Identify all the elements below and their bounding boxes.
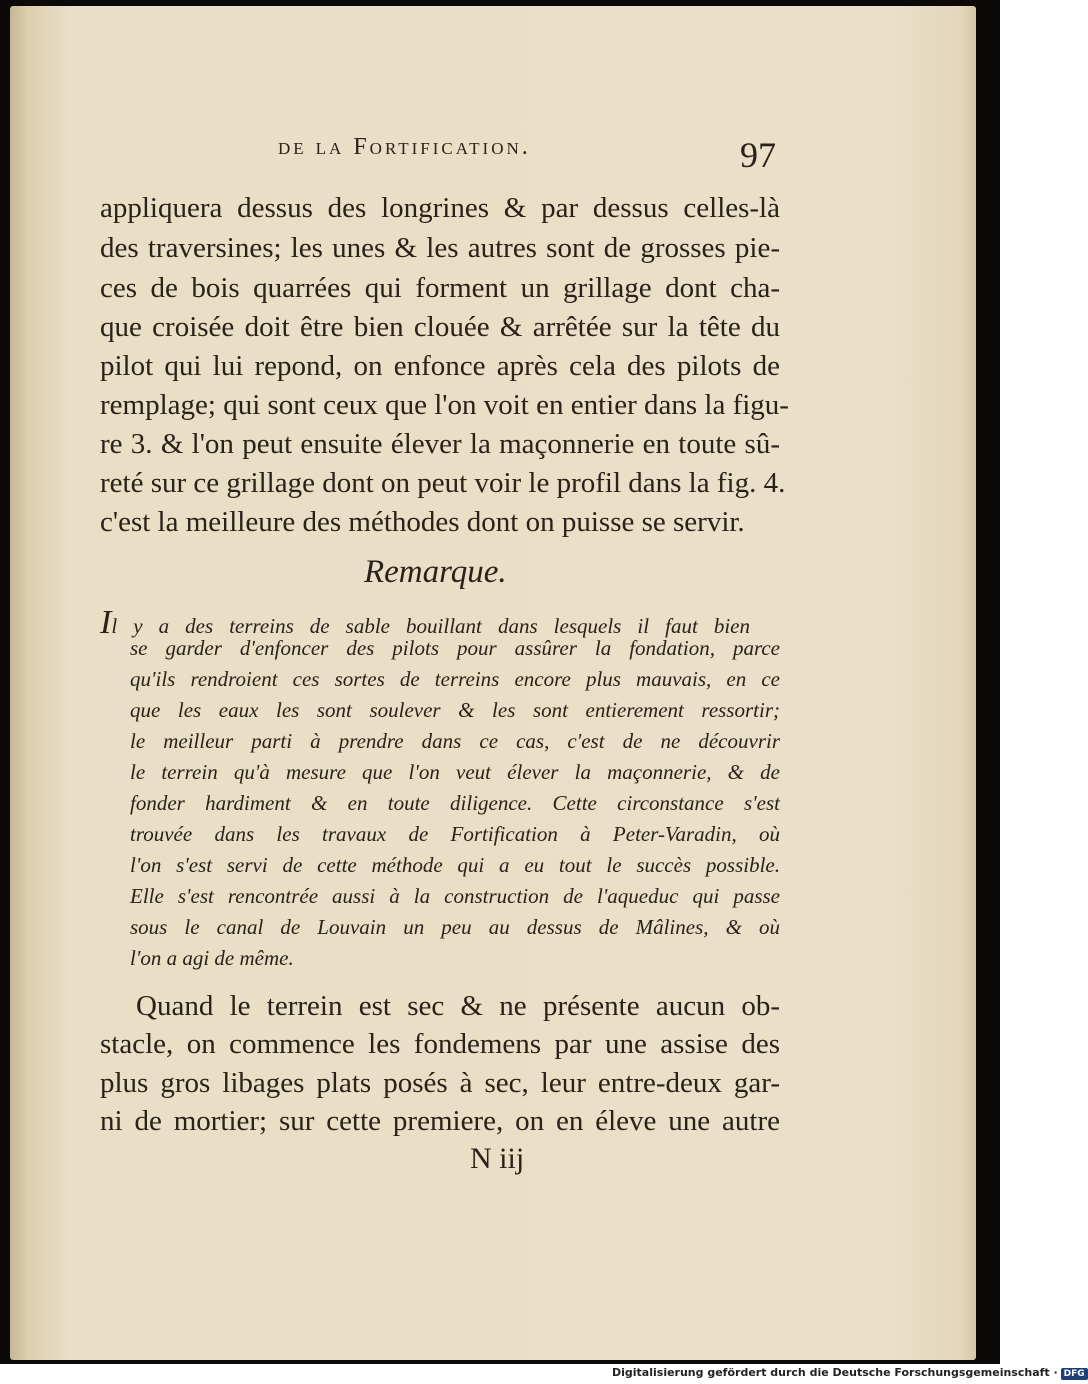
body-line: c'est la meilleure des méthodes dont on puisse se servir.	[100, 506, 745, 538]
remark-line: le meilleur parti à prendre dans ce cas, c'est de ne découvrir	[130, 729, 780, 753]
body-line: stacle, on commence les fondemens par une assise des	[100, 1028, 780, 1060]
body-line: appliquera dessus des longrines & par dessus celles-là	[100, 192, 780, 224]
remark-line: fonder hardiment & en toute diligence. Cette circonstance s'est	[130, 791, 780, 815]
remark-line: l'on s'est servi de cette méthode qui a eu tout le succès possible.	[130, 853, 780, 877]
body-line: des traversines; les unes & les autres sont de grosses pie-	[100, 232, 780, 264]
remark-heading: Remarque.	[364, 554, 507, 590]
body-line: ces de bois quarrées qui forment un grillage dont cha-	[100, 272, 780, 304]
signature-mark: N iij	[470, 1142, 525, 1175]
remark-line: sous le canal de Louvain un peu au dessus de Mâlines, & où	[130, 915, 780, 939]
footer-text: Digitalisierung gefördert durch die Deutsche Forschungsgemeinschaft ·	[612, 1366, 1058, 1379]
remark-line-text: l y a des terreins de sable bouillant dans lesquels il faut bien	[111, 614, 750, 638]
page-number: 97	[740, 135, 776, 175]
body-line: que croisée doit être bien clouée & arrêtée sur la tête du	[100, 311, 780, 343]
body-line: plus gros libages plats posés à sec, leur entre-deux gar-	[100, 1067, 780, 1099]
body-line: Quand le terrein est sec & ne présente aucun ob-	[136, 990, 780, 1022]
body-line: reté sur ce grillage dont on peut voir le profil dans la fig. 4.	[100, 467, 786, 499]
remark-line: qu'ils rendroient ces sortes de terreins encore plus mauvais, en ce	[130, 667, 780, 691]
footer-credit	[612, 1366, 1088, 1380]
dfg-logo: DFG	[1061, 1368, 1088, 1380]
book-page	[10, 6, 976, 1360]
remark-line: trouvée dans les travaux de Fortification à Peter-Varadin, où	[130, 822, 780, 846]
remark-dropcap: I	[100, 604, 112, 641]
remark-line: le terrein qu'à mesure que l'on veut élever la maçonnerie, & de	[130, 760, 780, 784]
remark-line: que les eaux les sont soulever & les sont entierement ressortir;	[130, 698, 780, 722]
remark-line: se garder d'enfoncer des pilots pour assûrer la fondation, parce	[130, 636, 780, 660]
body-line: ni de mortier; sur cette premiere, on en éleve une autre	[100, 1105, 780, 1137]
remark-line: l'on a agi de même.	[130, 946, 294, 970]
body-line: re 3. & l'on peut ensuite élever la maçonnerie en toute sû-	[100, 428, 780, 460]
running-title: de la Fortification.	[278, 134, 531, 160]
body-line: remplage; qui sont ceux que l'on voit en entier dans la figu-	[100, 389, 789, 421]
remark-line: Elle s'est rencontrée aussi à la construction de l'aqueduc qui passe	[130, 884, 780, 908]
body-line: pilot qui lui repond, on enfonce après cela des pilots de	[100, 350, 780, 382]
